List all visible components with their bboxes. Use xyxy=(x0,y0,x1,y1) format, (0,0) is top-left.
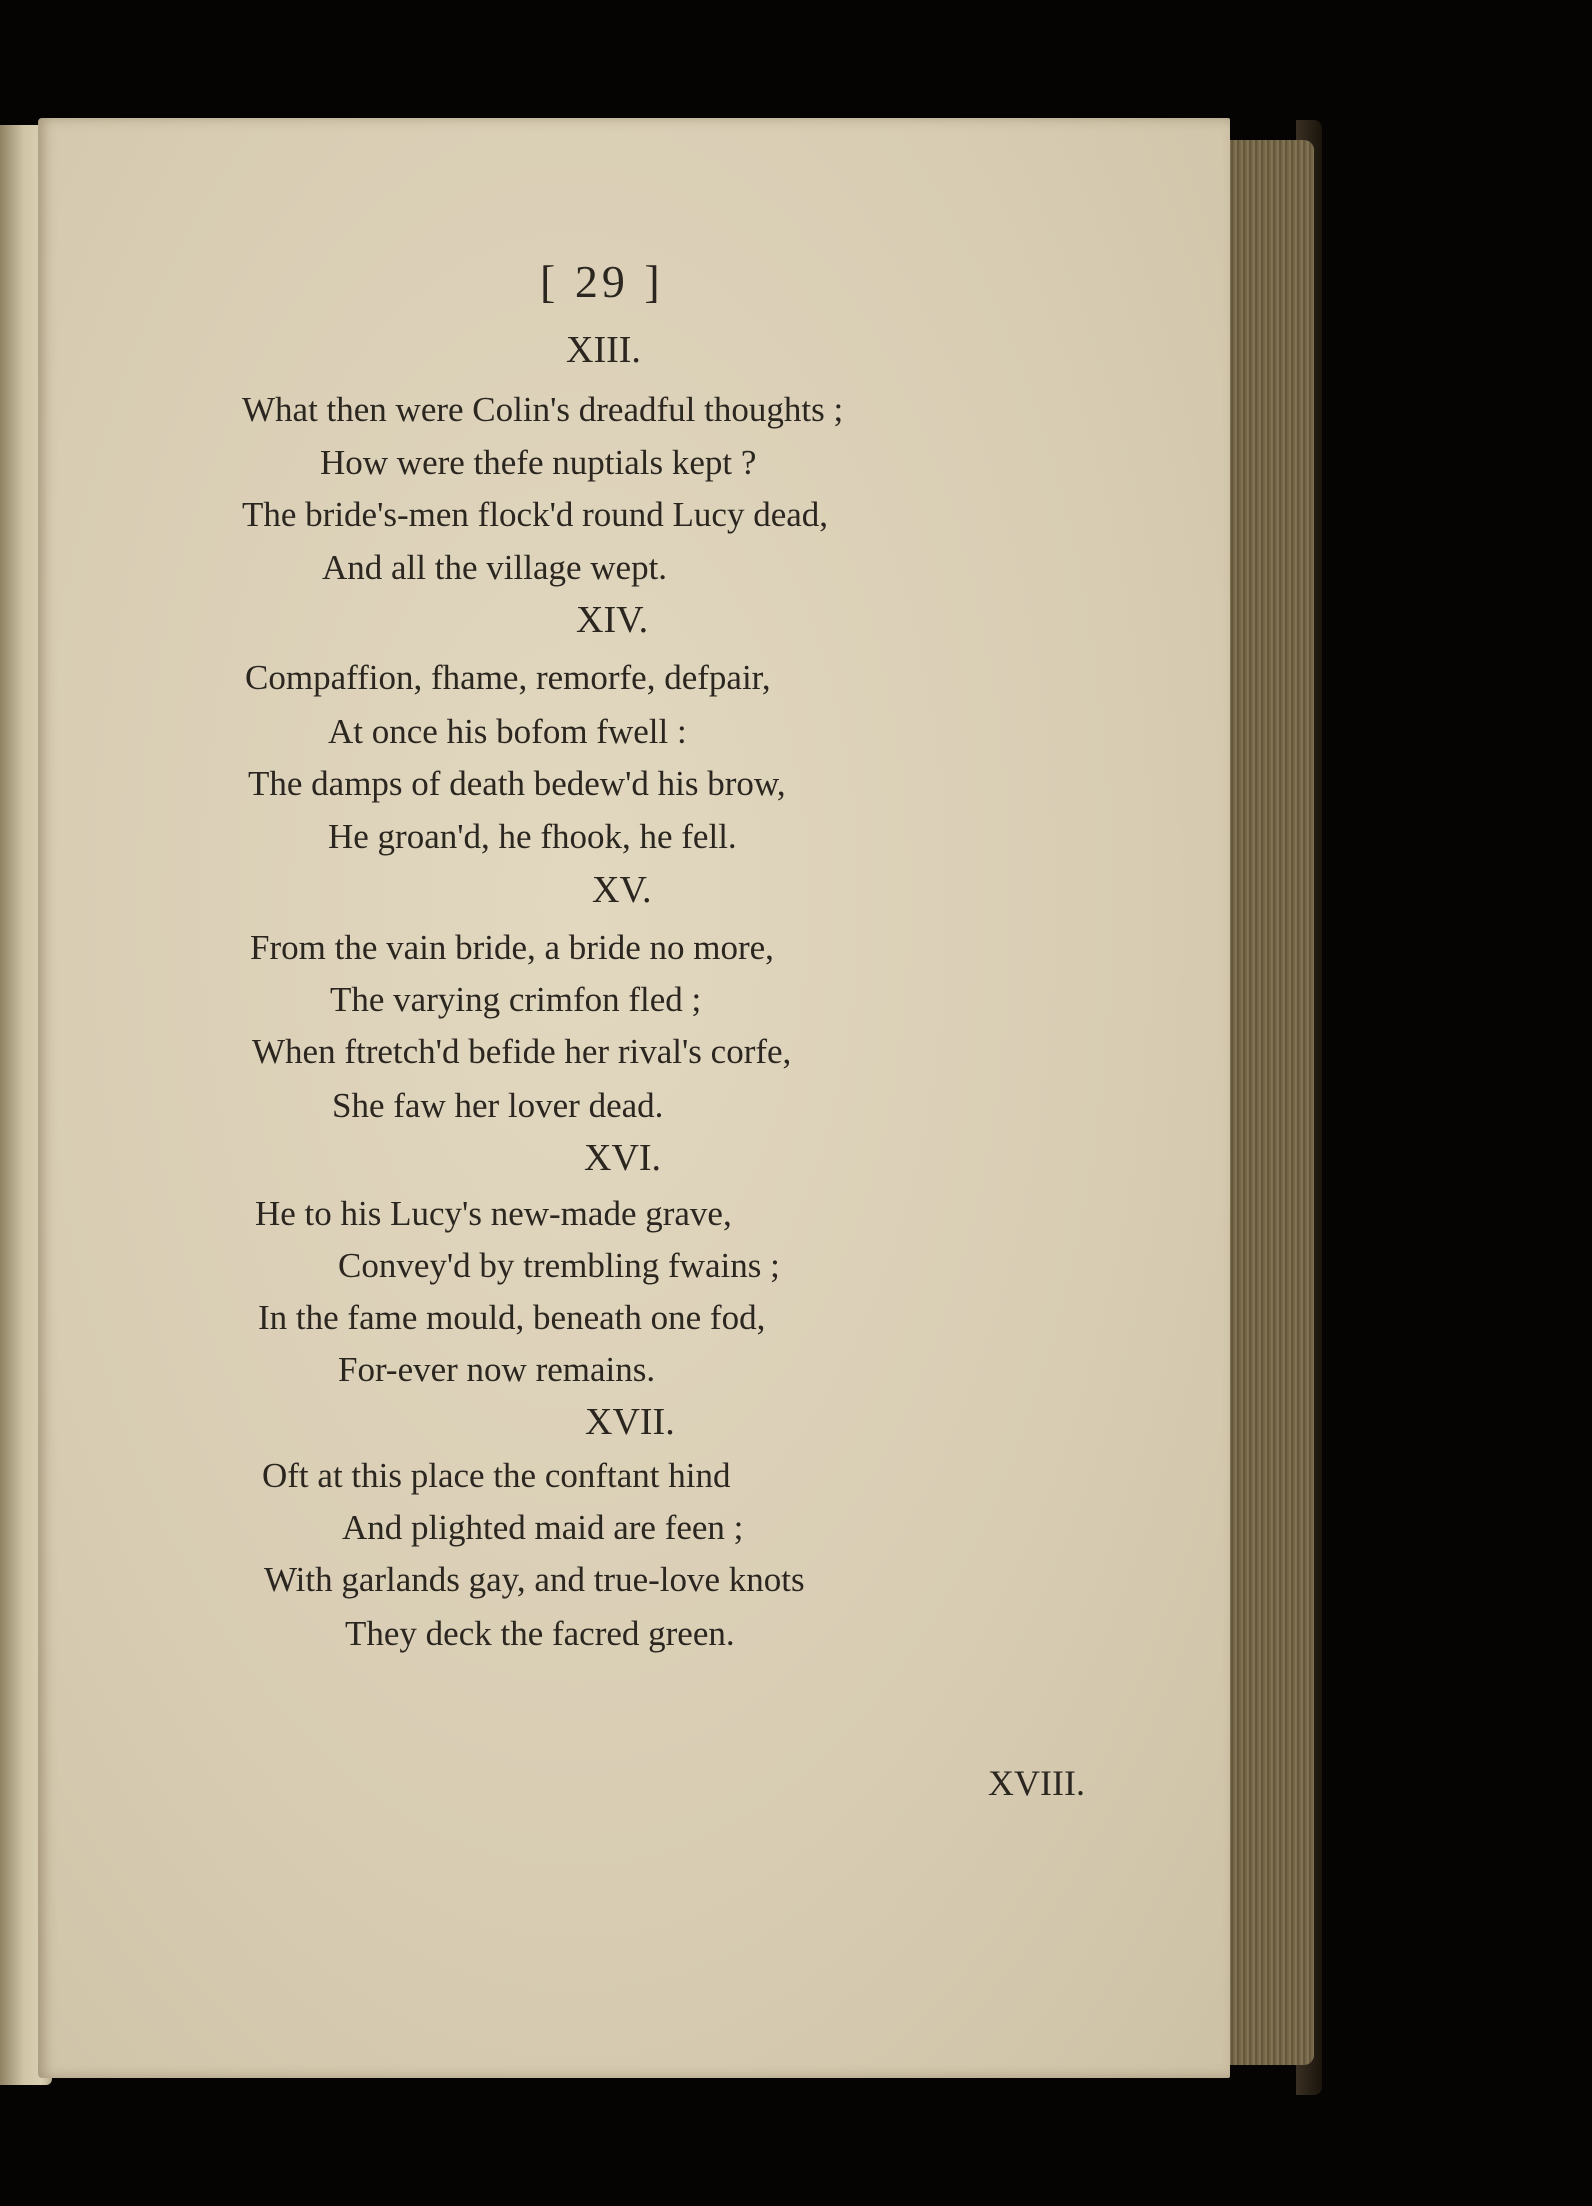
page-block-edge xyxy=(1222,140,1314,2065)
verse-line: The damps of death bedew'd his brow, xyxy=(248,764,786,803)
verse-line: Convey'd by trembling fwains ; xyxy=(338,1246,780,1285)
verse-line: The bride's-men flock'd round Lucy dead, xyxy=(242,495,829,534)
verse-line: When ftretch'd befide her rival's corfe, xyxy=(252,1032,792,1071)
verse-line: With garlands gay, and true-love knots xyxy=(264,1560,805,1599)
verse-line: And all the village wept. xyxy=(322,548,668,587)
verse-line: And plighted maid are feen ; xyxy=(342,1508,744,1547)
stanza-numeral: XIII. xyxy=(566,329,641,371)
stanza-numeral: XIV. xyxy=(576,599,649,641)
verse-line: He groan'd, he fhook, he fell. xyxy=(328,817,737,856)
verse-line: For-ever now remains. xyxy=(338,1350,656,1389)
verse-line: They deck the facred green. xyxy=(345,1614,735,1653)
verse-line: He to his Lucy's new-made grave, xyxy=(255,1194,732,1233)
verse-line: She faw her lover dead. xyxy=(332,1086,664,1125)
verse-line: The varying crimfon fled ; xyxy=(330,980,702,1019)
stanza-numeral: XV. xyxy=(592,869,652,911)
verse-line: Oft at this place the conftant hind xyxy=(262,1456,731,1495)
verse-line: Compaffion, fhame, remorfe, defpair, xyxy=(245,658,771,697)
verse-line: In the fame mould, beneath one fod, xyxy=(258,1298,766,1337)
verse-line: How were thefe nuptials kept ? xyxy=(320,443,757,482)
stanza-numeral: XVI. xyxy=(584,1137,662,1179)
stanza-numeral: XVII. xyxy=(585,1401,675,1443)
verse-line: What then were Colin's dreadful thoughts ; xyxy=(242,390,844,429)
page-number: [ 29 ] xyxy=(540,256,664,307)
catchword: XVIII. xyxy=(988,1763,1085,1803)
verse-line: From the vain bride, a bride no more, xyxy=(250,928,774,967)
verse-line: At once his bofom fwell : xyxy=(328,712,687,751)
